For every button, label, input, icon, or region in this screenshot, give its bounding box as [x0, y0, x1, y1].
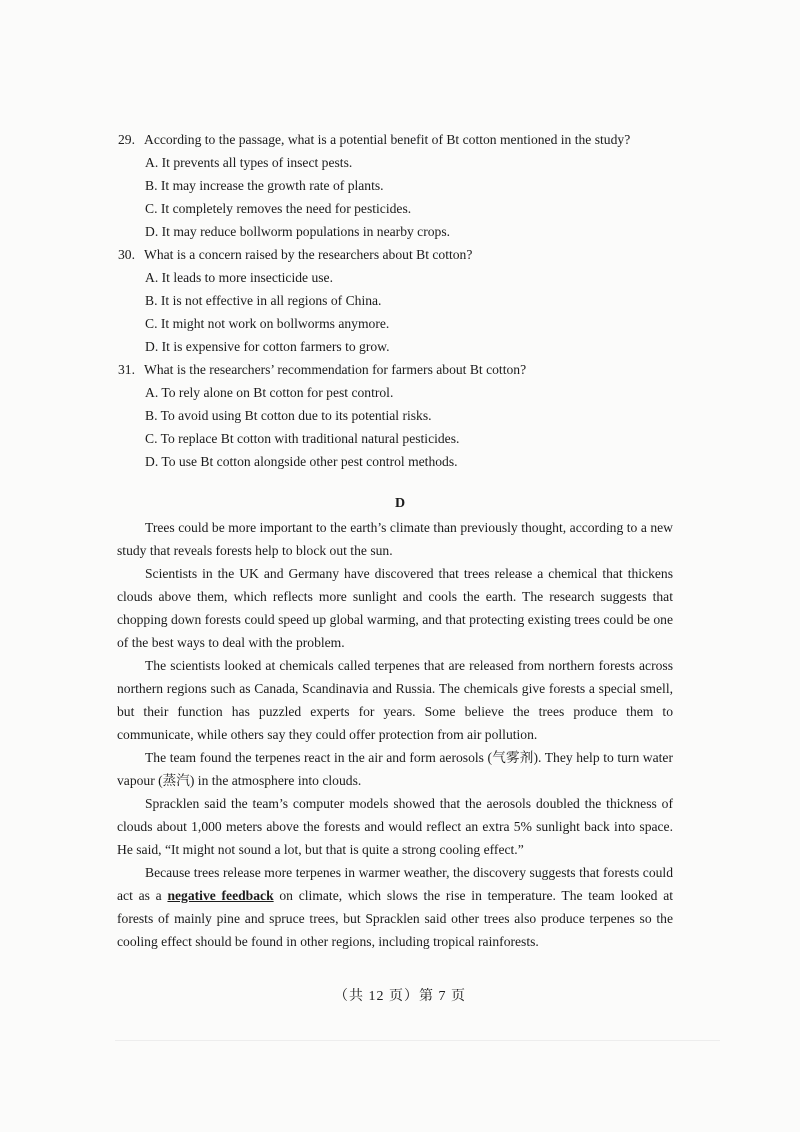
- option-31-c: C. To replace Bt cotton with traditional natural pesticides.: [145, 431, 460, 446]
- paragraph-text: Because trees release more terpenes in warmer weather, the discovery suggests that forests could act as a: [117, 865, 673, 903]
- question-stem: What is the researchers’ recommendation for farmers about Bt cotton?: [144, 362, 527, 377]
- question-stem: According to the passage, what is a potential benefit of Bt cotton mentioned in the study?: [144, 132, 631, 147]
- passage-paragraph-2: Scientists in the UK and Germany have discovered that trees release a chemical that thickens clouds above them, which reflects more sunlight and cools the earth. The research suggests that chopping down forests could speed up global warming, and that protecting existing trees could be one of the best ways to deal with the problem.: [117, 566, 673, 650]
- question-number: 31.: [118, 362, 135, 377]
- passage-paragraph-3: The scientists looked at chemicals called terpenes that are released from northern forests across northern regions such as Canada, Scandinavia and Russia. The chemicals give forests a special smell, but their function has puzzled experts for years. Some believe the trees produce them to communicate, while others say they could offer protection from air pollution.: [117, 658, 673, 742]
- passage-paragraph-5: Spracklen said the team’s computer models showed that the aerosols doubled the thickness of clouds about 1,000 meters above the forests and would reflect an extra 5% sunlight back into space. He said, “It might not sound a lot, but that is quite a strong cooling effect.”: [117, 796, 673, 857]
- divider: [115, 1040, 720, 1041]
- section-heading: D: [394, 496, 406, 511]
- question-stem: What is a concern raised by the researchers about Bt cotton?: [144, 247, 473, 262]
- question-29: [118, 132, 630, 148]
- question-number: 29.: [118, 132, 135, 147]
- option-29-c: C. It completely removes the need for pesticides.: [145, 201, 412, 216]
- option-30-b: B. It is not effective in all regions of China.: [145, 293, 382, 308]
- option-30-c: C. It might not work on bollworms anymore.: [145, 316, 390, 331]
- question-30: [118, 247, 472, 263]
- option-30-a: A. It leads to more insecticide use.: [145, 270, 333, 285]
- passage-paragraph-1: Trees could be more important to the earth’s climate than previously thought, according to a new study that reveals forests help to block out the sun.: [117, 520, 673, 558]
- option-31-d: D. To use Bt cotton alongside other pest control methods.: [145, 454, 458, 469]
- paragraph-text: on climate, which slows the rise in temperature. The team looked at forests of mainly pine and spruce trees, but Spracklen said other trees also produce terpenes so the cooling effect should be found in other regions, including tropical rainforests.: [117, 888, 674, 949]
- underlined-keyword: negative feedback: [167, 888, 274, 903]
- option-29-a: A. It prevents all types of insect pests.: [145, 155, 353, 170]
- passage-paragraph-4: The team found the terpenes react in the air and form aerosols (气雾剂). They help to turn water vapour (蒸汽) in the atmosphere into clouds.: [117, 750, 673, 788]
- reading-passage: [117, 516, 673, 953]
- question-31: [118, 362, 526, 378]
- option-29-d: D. It may reduce bollworm populations in nearby crops.: [145, 224, 451, 239]
- option-30-d: D. It is expensive for cotton farmers to grow.: [145, 339, 390, 354]
- option-29-b: B. It may increase the growth rate of plants.: [145, 178, 384, 193]
- option-31-a: A. To rely alone on Bt cotton for pest control.: [145, 385, 394, 400]
- page-number-footer: （共 12 页）第 7 页: [334, 989, 466, 1004]
- option-31-b: B. To avoid using Bt cotton due to its potential risks.: [145, 408, 432, 423]
- question-number: 30.: [118, 247, 135, 262]
- passage-paragraph-6: [117, 861, 673, 953]
